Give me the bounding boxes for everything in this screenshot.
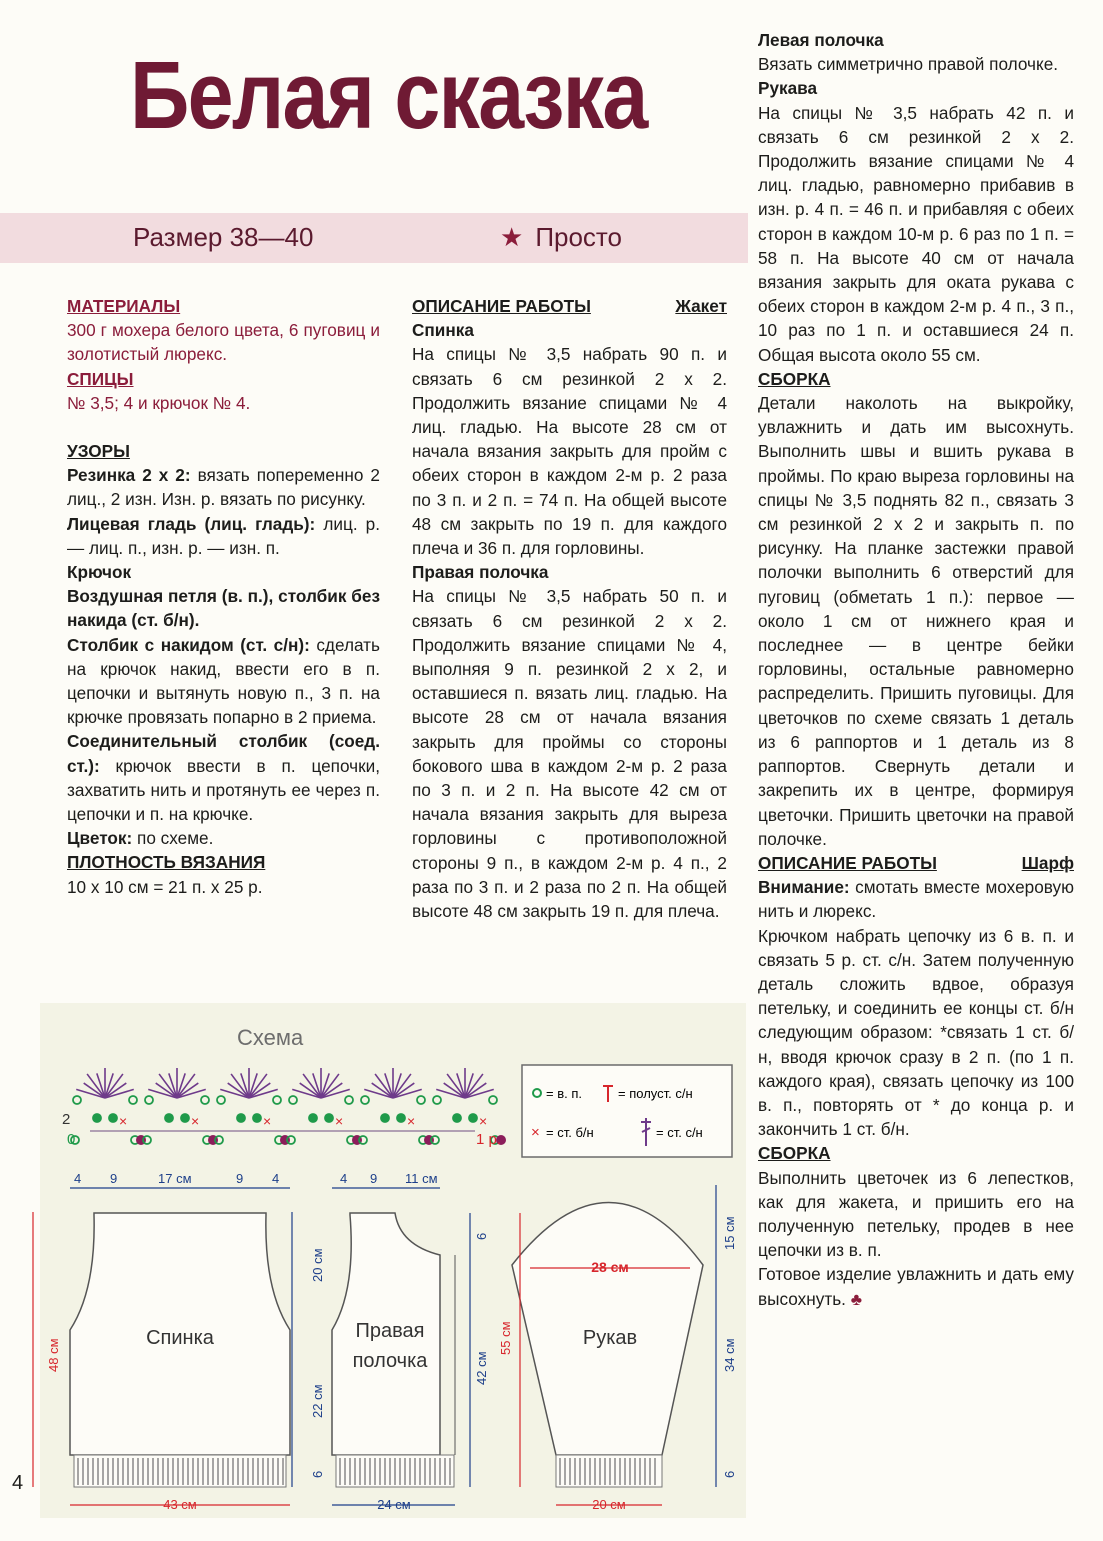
- right-front-heading: Правая полочка: [412, 562, 549, 583]
- row-label-1: 1 р.: [476, 1131, 502, 1148]
- back-top-4: 9: [236, 1171, 244, 1186]
- legend-dc: = ст. с/н: [656, 1125, 703, 1140]
- schema-title: Схема: [237, 1025, 304, 1050]
- front-neck: 6: [474, 1232, 489, 1240]
- front-top-3: 11 см: [405, 1171, 438, 1186]
- hook-heading: Крючок: [67, 562, 132, 583]
- needles-text: № 3,5; 4 и крючок № 4.: [67, 392, 251, 413]
- front-width: 24 см: [377, 1497, 411, 1512]
- sleeve-cap-width: 28 см: [591, 1259, 629, 1275]
- back-armhole: 20 см: [310, 1248, 325, 1282]
- needles-heading: СПИЦЫ: [67, 368, 134, 389]
- gauge-heading: ПЛОТНОСТЬ ВЯЗАНИЯ: [67, 852, 266, 873]
- attention-text: Внимание: смотать вместе мохеровую нить и люрекс.: [758, 877, 1074, 922]
- size-label: Размер 38—40: [133, 222, 314, 252]
- back-top-2: 9: [110, 1171, 118, 1186]
- row-label-2: 2: [62, 1111, 71, 1128]
- svg-text:×: ×: [191, 1113, 200, 1129]
- slip-stitch: Соединительный столбик (соед. ст.): крючок ввести в п. цепочки, захватить нить и протянуть ее через п. цепочки и п. на крючке.: [67, 731, 381, 825]
- svg-text:×: ×: [119, 1113, 128, 1129]
- page-number: 4: [12, 1472, 24, 1494]
- scarf-heading: ОПИСАНИЕ РАБОТЫ Шарф: [758, 852, 1074, 873]
- svg-text:×: ×: [335, 1113, 344, 1129]
- materials-text: 300 г мохера белого цвета, 6 пуговиц и золотистый люрекс.: [67, 320, 380, 365]
- sleeves-heading: Рукава: [758, 78, 818, 99]
- back-width: 43 см: [163, 1497, 197, 1512]
- assembly-text: Детали наколоть на выкройку, увлажнить и дать им высохнуть. Выполнить швы и вшить рукава в проймы. По краю выреза горловины на спицы № 3,5 поднять 82 п., связать 3 см резинкой 2 х 2 и закрыть п. по рисунку. На планке застежки правой полочки выполнить 6 отверстий для пуговиц (обметать 1 п.): первое — около 1 см от нижнего края и последнее — в центре бейки горловины, остальные равномерно распределить. Пришить пуговицы. Для цветочков по схеме связать 1 деталь из 6 раппортов и 1 деталь из 8 раппортов. Свернуть детали и закрепить их в центре, формируя цветочки. Пришить цветочки на правой полочке.: [758, 393, 1074, 849]
- sc-icon: ×: [531, 1124, 540, 1141]
- back-top-1: 4: [74, 1171, 82, 1186]
- chain-stitch: Воздушная петля (в. п.), столбик без накида (ст. б/н).: [67, 586, 380, 631]
- right-front-text: На спицы № 3,5 набрать 50 п. и связать 6 см резинкой 2 х 2. Продолжить вязание спицами № 4, выполняя 9 п. резинкой 2 х 2, и оставшиеся п. вязать лиц. гладью. На высоте 28 см от начала вязания закрыть для проймы со стороны бокового шва в каждом 2-м р. 2 раза по 3 п. и 2 п. На высоте 42 см от начала вязания закрыть для выреза горловины с противоположной стороны 9 п., в каждом 2-м р. 4 п., 2 раза по 3 п. и 2 раза по 2 п. На общей высоте 48 см закрыть 19 п. для плеча.: [412, 586, 727, 922]
- svg-text:×: ×: [479, 1113, 488, 1129]
- stockinette-pattern: Лицевая гладь (лиц. гладь): лиц. р. — лиц. п., изн. р. — изн. п.: [67, 513, 380, 558]
- patterns-heading: УЗОРЫ: [67, 441, 130, 462]
- materials-heading: МАТЕРИАЛЫ: [67, 296, 181, 316]
- row-label-0: 0: [67, 1131, 76, 1148]
- assembly-heading: СБОРКА: [758, 368, 831, 389]
- assembly2-text: Выполнить цветочек из 6 лепестков, как для жакета, и пришить его на полученную петельку, продев в нее цепочки из в. п.: [758, 1167, 1074, 1261]
- front-label-2: полочка: [352, 1350, 428, 1372]
- dc-stitch: Столбик с накидом (ст. с/н): сделать на крючок накид, ввести его в п. цепочки и вытянуть новую п., 3 п. на крючке провязать попарно в 2 приема.: [67, 634, 380, 728]
- legend-sc: = ст. б/н: [546, 1125, 594, 1140]
- star-icon: ★: [500, 222, 524, 252]
- front-label-1: Правая: [355, 1320, 425, 1342]
- sleeve-label: Рукав: [582, 1327, 638, 1349]
- sleeve-height: 55 см: [498, 1321, 513, 1355]
- back-side: 22 см: [310, 1384, 325, 1418]
- page-title: Белая сказка: [130, 42, 647, 149]
- legend-hdc: = полуст. с/н: [618, 1086, 693, 1101]
- sleeve-body: 34 см: [722, 1338, 737, 1372]
- back-heading: Спинка: [412, 320, 474, 341]
- assembly2-heading: СБОРКА: [758, 1143, 831, 1164]
- final-text: Готовое изделие увлажнить и дать ему высохнуть. ♣: [758, 1264, 1074, 1309]
- back-top-5: 4: [272, 1171, 280, 1186]
- back-label: Спинка: [146, 1327, 214, 1349]
- sleeves-text: На спицы № 3,5 набрать 42 п. и связать 6 см резинкой 2 х 2. Продолжить вязание спицами № 4 лиц. гладью, равномерно прибавив в изн. р. 4 п. = 46 п. и прибавляя с обеих сторон в каждом 10-м р. 6 раз по 1 п. = 58 п. На высоте 40 см от начала вязания закрыть для оката рукава с обеих сторон в каждом 2-м р. 4 п., 3 п., 10 раз по 1 п. и оставшиеся 24 п. Общая высота около 55 см.: [758, 102, 1074, 365]
- legend-chain: = в. п.: [546, 1086, 582, 1101]
- back-height: 48 см: [46, 1338, 61, 1372]
- sleeve-width: 20 см: [592, 1497, 626, 1512]
- club-icon: ♣: [850, 1288, 862, 1309]
- front-top-2: 9: [370, 1171, 378, 1186]
- front-top-1: 4: [340, 1171, 348, 1186]
- svg-text:×: ×: [263, 1113, 272, 1129]
- gauge-text: 10 х 10 см = 21 п. х 25 р.: [67, 876, 263, 897]
- legend-box: [522, 1065, 732, 1157]
- sleeve-cap: 15 см: [722, 1216, 737, 1250]
- jacket-heading: ОПИСАНИЕ РАБОТЫ Жакет: [412, 296, 727, 316]
- left-front-text: Вязать симметрично правой полочке.: [758, 54, 1059, 75]
- back-top-3: 17 см: [158, 1171, 192, 1186]
- sleeve-rib: 6: [722, 1470, 737, 1478]
- rib-pattern: Резинка 2 х 2: вязать попеременно 2 лиц., 2 изн. Изн. р. вязать по рисунку.: [67, 465, 380, 510]
- difficulty-text: Просто: [535, 222, 622, 252]
- back-text: На спицы № 3,5 набрать 90 п. и связать 6 см резинкой 2 х 2. Продолжить вязание спицами № 4 лиц. гладью. На высоте 28 см от начала вязания закрыть для пройм с обеих сторон в каждом 2-м р. 2 раза по 3 п. и 2 п. = 74 п. На общей высоте 48 см закрыть по 19 п. для каждого плеча и 36 п. для горловины.: [412, 344, 727, 559]
- scarf-text: Крючком набрать цепочку из 6 в. п. и связать 5 р. ст. с/н. Затем полученную деталь сложить вдвое, образуя петельку, и соединить ее концы ст. б/н следующим образом: *связать 1 ст. б/н, вводя крючок сразу в 2 п. (по 1 п. каждого края), связать цепочку из 100 в. п., повторять от * до конца р. и закончить 1 ст. б/н.: [758, 925, 1074, 1140]
- left-front-heading: Левая полочка: [758, 30, 884, 50]
- back-rib: 6: [310, 1470, 325, 1478]
- crochet-chart: [71, 1068, 506, 1145]
- flower-pattern: Цветок: по схеме.: [67, 828, 214, 849]
- front-height: 42 см: [474, 1351, 489, 1385]
- svg-text:×: ×: [407, 1113, 416, 1129]
- front-schematic: [332, 1188, 470, 1505]
